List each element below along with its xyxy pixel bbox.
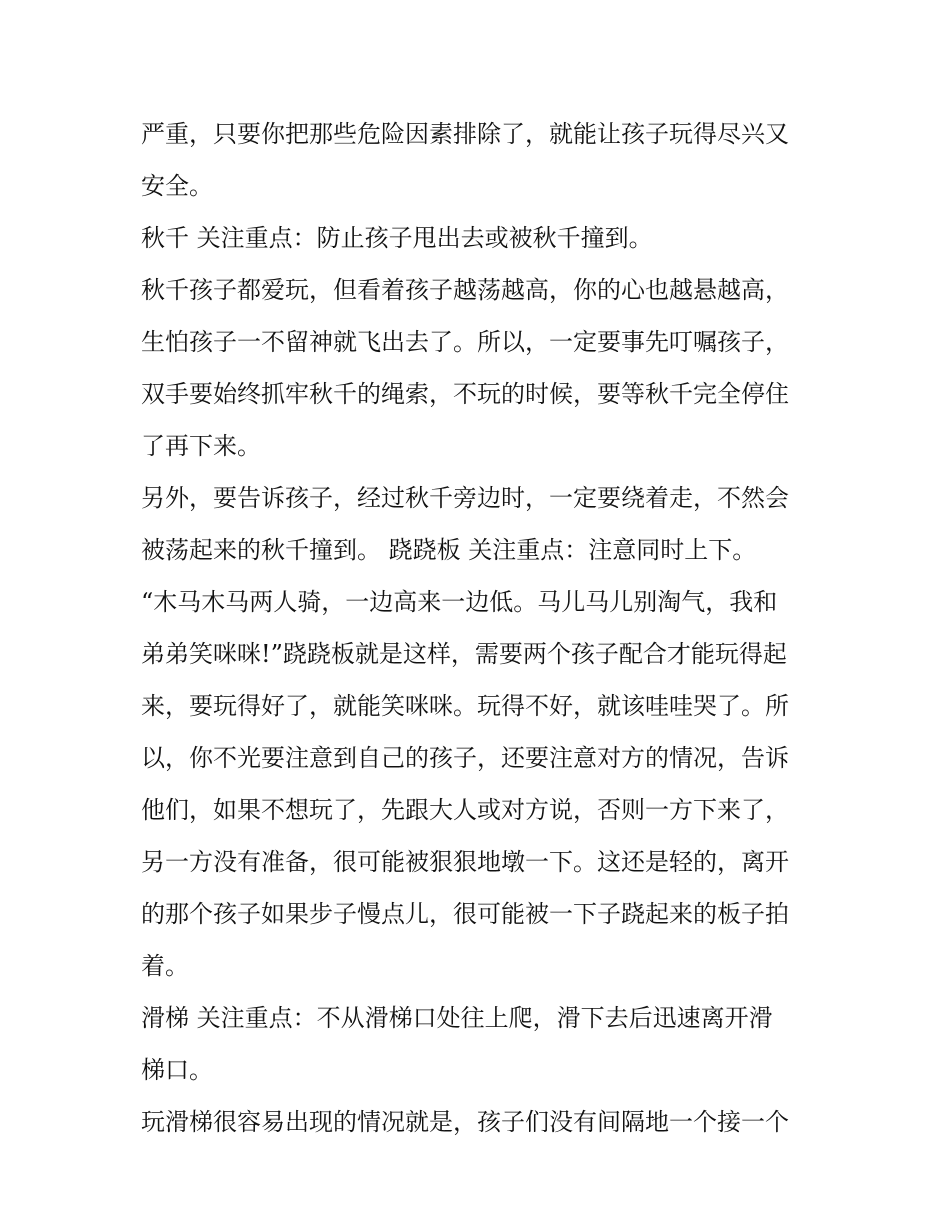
- text-line: 以，你不光要注意到自己的孩子，还要注意对方的情况，告诉: [141, 744, 789, 772]
- text-line: 严重，只要你把那些危险因素排除了，就能让孩子玩得尽兴又: [141, 120, 789, 148]
- text-line: 了再下来。: [141, 432, 261, 460]
- text-line: 秋千 关注重点：防止孩子甩出去或被秋千撞到。: [141, 224, 653, 252]
- text-line: 弟弟笑咪咪!”跷跷板就是这样，需要两个孩子配合才能玩得起: [141, 640, 787, 668]
- text-line: 他们，如果不想玩了，先跟大人或对方说，否则一方下来了，: [141, 796, 789, 824]
- text-line: 来，要玩得好了，就能笑咪咪。玩得不好，就该哇哇哭了。所: [141, 692, 789, 720]
- text-line: 玩滑梯很容易出现的情况就是，孩子们没有间隔地一个接一个: [141, 1108, 789, 1136]
- text-line: 着。: [141, 952, 189, 980]
- text-line: 另一方没有准备，很可能被狠狠地墩一下。这还是轻的，离开: [141, 848, 789, 876]
- text-line: 秋千孩子都爱玩，但看着孩子越荡越高，你的心也越悬越高，: [141, 276, 789, 304]
- text-line: 滑梯 关注重点：不从滑梯口处往上爬，滑下去后迅速离开滑: [141, 1004, 773, 1032]
- text-line: 的那个孩子如果步子慢点儿，很可能被一下子跷起来的板子拍: [141, 900, 789, 928]
- text-line: “木马木马两人骑，一边高来一边低。马儿马儿别淘气，我和: [141, 588, 778, 616]
- text-line: 被荡起来的秋千撞到。 跷跷板 关注重点：注意同时上下。: [141, 536, 757, 564]
- text-line: 另外，要告诉孩子，经过秋千旁边时，一定要绕着走，不然会: [141, 484, 789, 512]
- text-line: 梯口。: [141, 1056, 213, 1084]
- document-body: [141, 108, 821, 1148]
- text-line: 生怕孩子一不留神就飞出去了。所以，一定要事先叮嘱孩子，: [141, 328, 789, 356]
- text-line: 安全。: [141, 172, 213, 200]
- text-line: 双手要始终抓牢秋千的绳索，不玩的时候，要等秋千完全停住: [141, 380, 789, 408]
